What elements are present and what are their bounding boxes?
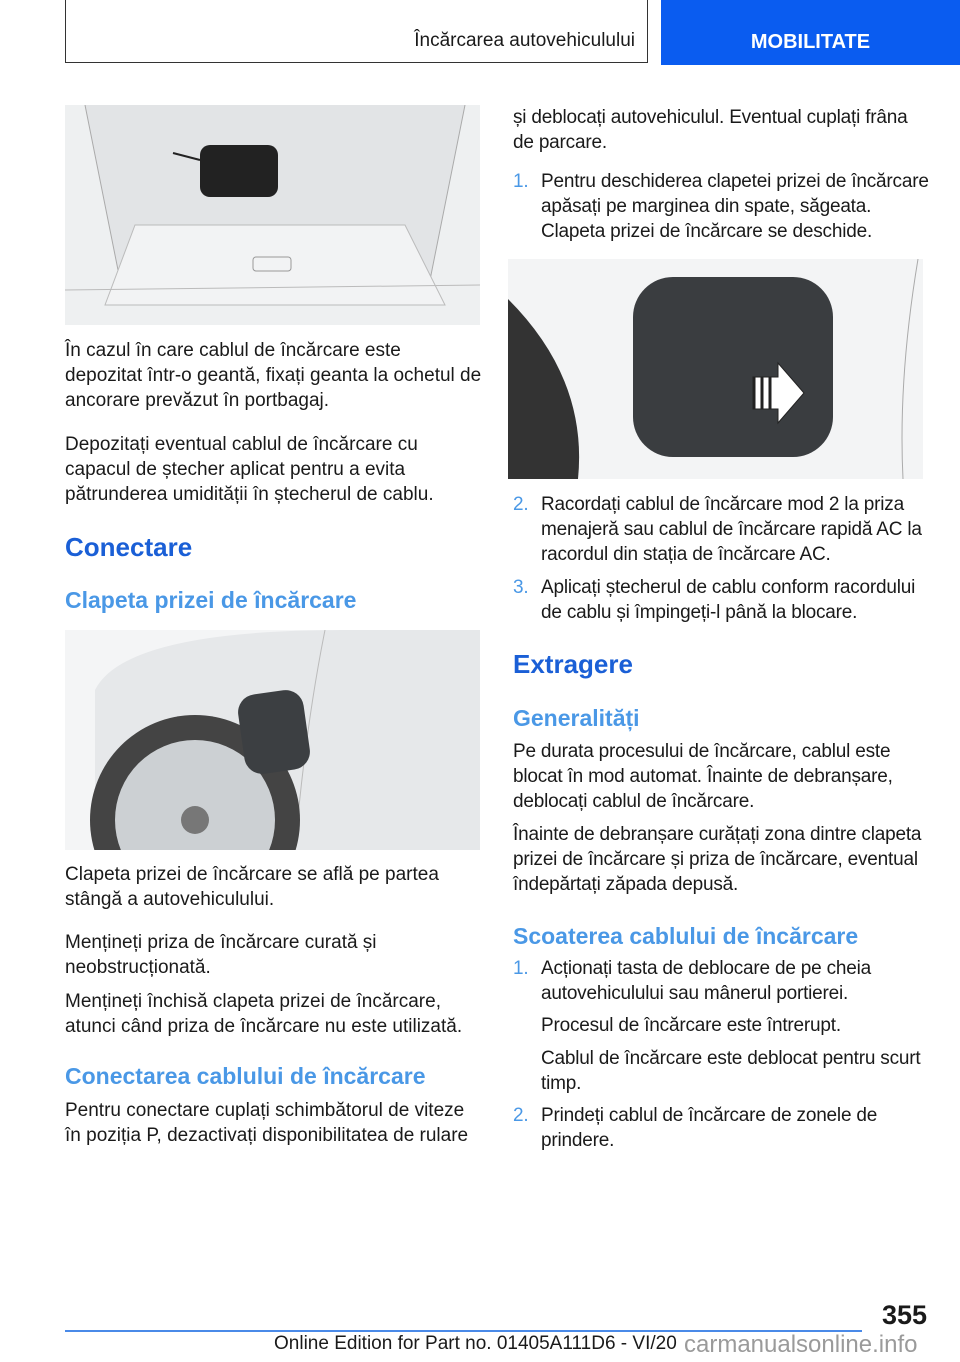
heading-conectarea-cablului: Conectarea cablului de încărcare — [65, 1063, 426, 1089]
step-number: 2. — [513, 494, 529, 515]
paragraph: Înainte de debranșare curățați zona dintre clapeta prizei de încărcare și priza de încărcare, eventual îndepărtați zăpada depusă. — [513, 824, 922, 895]
step-text: Aplicați ștecherul de cablu conform racordului de cablu și împingeți-l până la blocare. — [541, 577, 916, 623]
edition-text: Online Edition for Part no. 01405A111D6 - VI/20 — [274, 1333, 677, 1354]
step-text: Acționați tasta de deblocare de pe cheia autovehiculului sau mânerul portierei. — [541, 958, 872, 1004]
watermark: carmanualsonline.info — [684, 1331, 918, 1358]
paragraph: Pentru conectare cuplați schimbătorul de viteze în poziția P, dezactivați disponibilitatea de rulare — [65, 1100, 469, 1146]
step-number: 3. — [513, 577, 529, 598]
right-column — [513, 105, 931, 1153]
heading-clapeta: Clapeta prizei de încărcare — [65, 587, 357, 613]
header-box — [65, 0, 648, 63]
list-item — [513, 575, 931, 625]
list-item — [513, 1103, 931, 1153]
charging-flap-image — [65, 630, 480, 850]
chapter-tab[interactable]: MOBILITATE — [661, 0, 960, 65]
paragraph: În cazul în care cablul de încărcare este depozitat într-o geantă, fixați geanta la ochetul de ancorare prevăzut în portbagaj. — [65, 340, 482, 411]
paragraph: Mențineți închisă clapeta prizei de încărcare, atunci când priza de încărcare nu este utilizată. — [65, 991, 463, 1037]
step-result: Cablul de încărcare este deblocat pentru scurt timp. — [541, 1048, 921, 1094]
step-text: Pentru deschiderea clapetei prizei de încărcare apăsați pe marginea din spate, săgeata. Clapeta prizei de încărcare se deschide. — [541, 171, 929, 242]
section-title: Încărcarea autovehiculului — [414, 30, 635, 51]
list-item — [513, 169, 931, 244]
paragraph: și deblocați autovehiculul. Eventual cuplați frâna de parcare. — [513, 107, 908, 153]
page-number: 355 — [881, 1300, 927, 1330]
flap-open-image — [508, 259, 923, 479]
step-text: Prindeți cablul de încărcare de zonele de prindere. — [541, 1105, 878, 1151]
step-number: 1. — [513, 171, 529, 192]
heading-conectare: Conectare — [65, 532, 193, 562]
list-item — [513, 956, 931, 1006]
heading-generalitati: Generalități — [513, 705, 640, 731]
step-number: 2. — [513, 1105, 529, 1126]
paragraph: Depozitați eventual cablul de încărcare cu capacul de ștecher aplicat pentru a evita pătrunderea umidității în ștecherul de cablu. — [65, 434, 434, 505]
step-text: Racordați cablul de încărcare mod 2 la priza menajeră sau cablul de încărcare rapidă AC la racordul din stația de încărcare AC. — [541, 494, 922, 565]
paragraph: Pe durata procesului de încărcare, cablul este blocat în mod automat. Înainte de debranșare, deblocați cablul de încărcare. — [513, 741, 893, 812]
paragraph: Mențineți priza de încărcare curată și neobstrucționată. — [65, 932, 377, 978]
step-number: 1. — [513, 958, 529, 979]
trunk-image — [65, 105, 480, 325]
step-result: Procesul de încărcare este întrerupt. — [541, 1015, 841, 1036]
paragraph: Clapeta prizei de încărcare se află pe partea stângă a autovehiculului. — [65, 864, 439, 910]
heading-scoaterea: Scoaterea cablului de încărcare — [513, 923, 859, 949]
list-item — [513, 492, 931, 567]
heading-extragere: Extragere — [513, 649, 633, 679]
